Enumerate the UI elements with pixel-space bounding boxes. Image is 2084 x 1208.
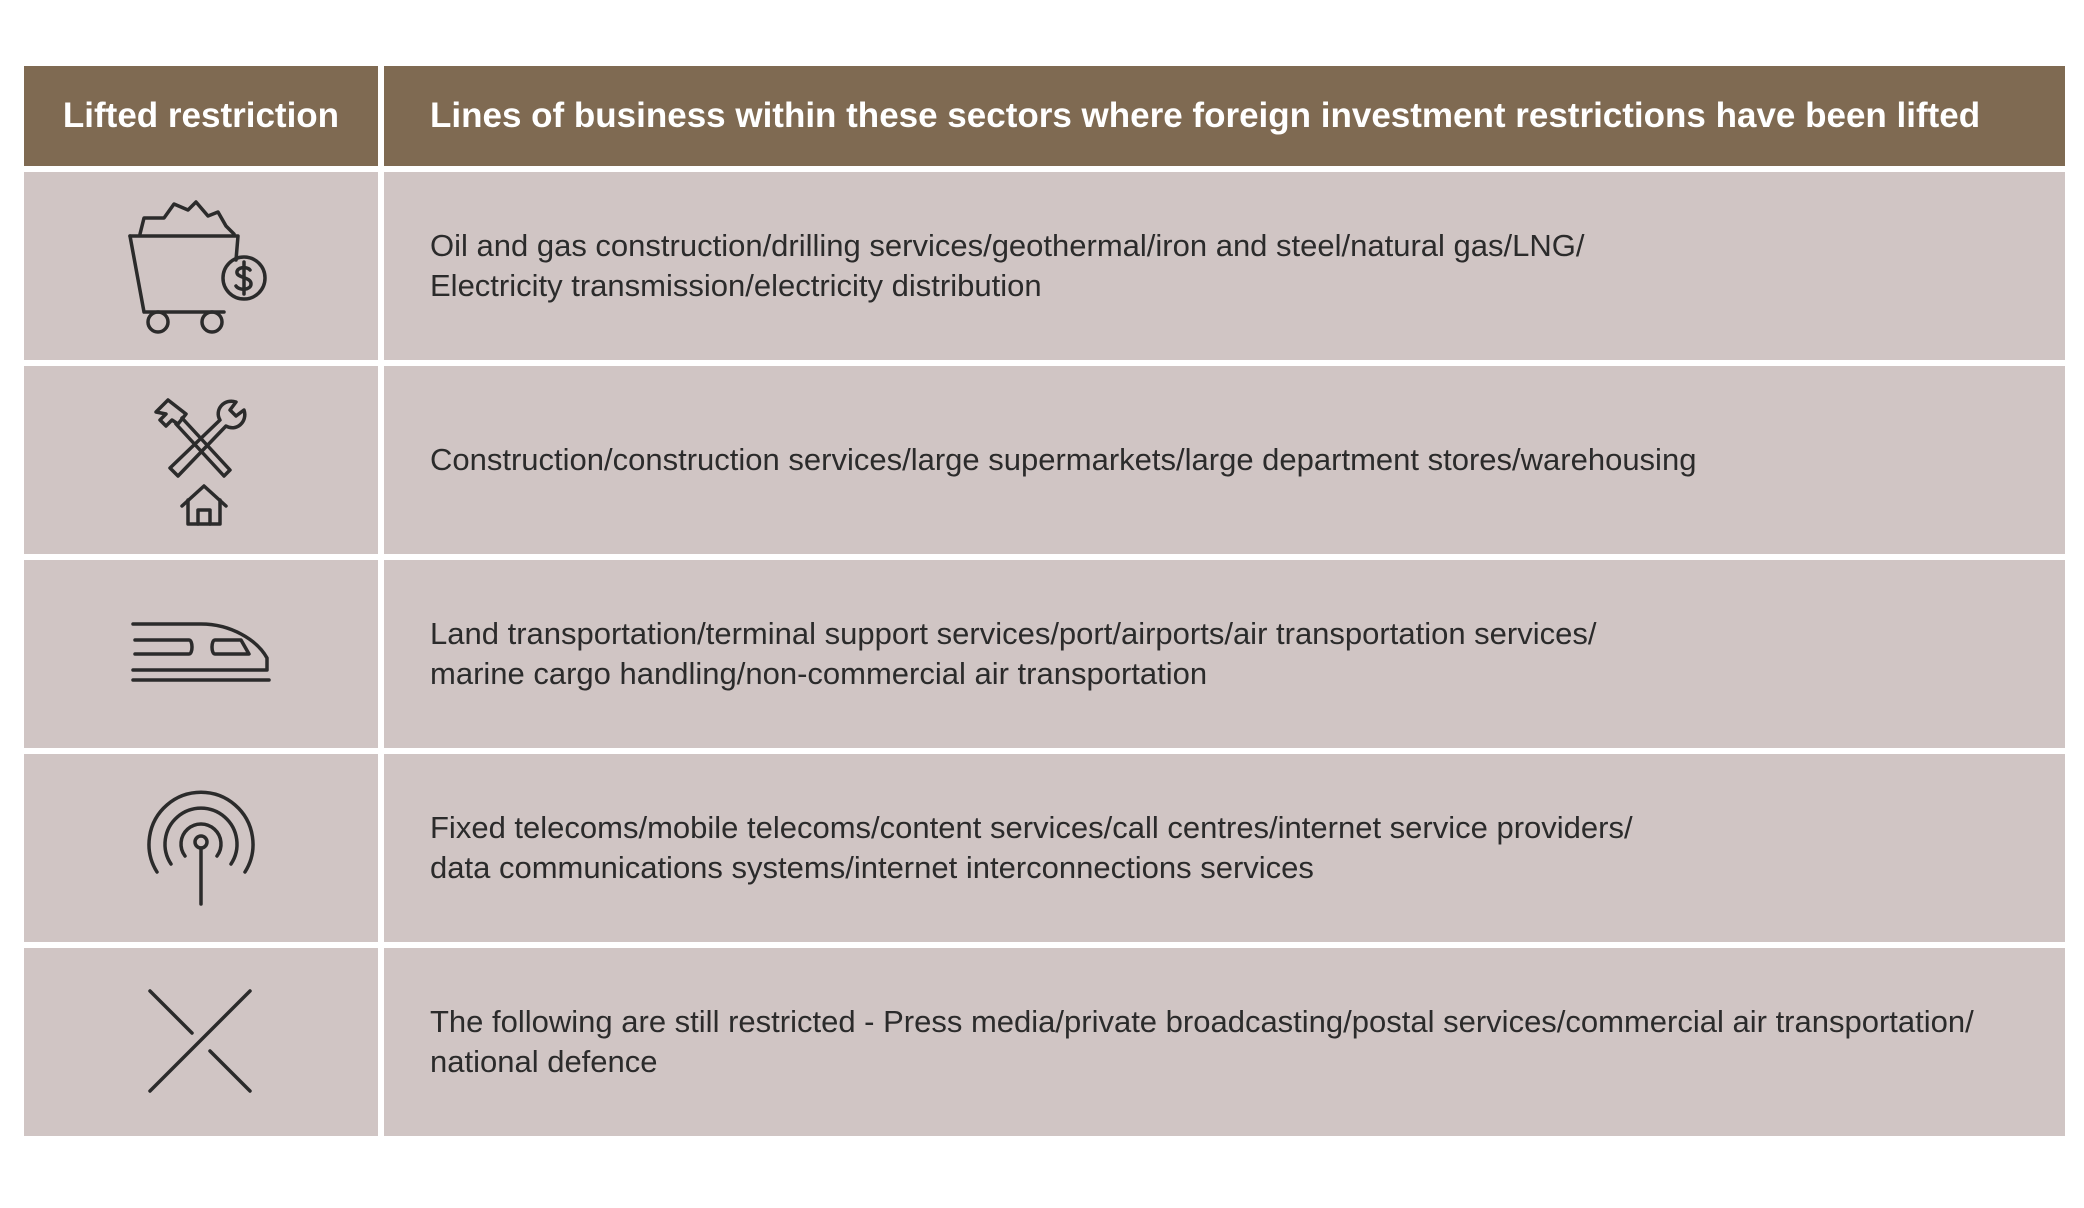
- icon-cell: [24, 560, 378, 748]
- header-lifted-restriction: Lifted restriction: [24, 66, 378, 166]
- header-lines-of-business: Lines of business within these sectors where foreign investment restrictions have been lifted: [384, 66, 2065, 166]
- cross-icon: [146, 987, 256, 1097]
- business-line-2: data communications systems/internet interconnections services: [430, 850, 1314, 885]
- business-line-1: Land transportation/terminal support services/port/airports/air transportation services/: [430, 616, 1597, 651]
- business-line-1: Oil and gas construction/drilling services/geothermal/iron and steel/natural gas/LNG/: [430, 228, 1585, 263]
- table-row: [24, 366, 2065, 554]
- text-cell: [384, 754, 2065, 942]
- table-row: [24, 754, 2065, 942]
- text-cell: [384, 948, 2065, 1136]
- business-lines: [430, 440, 1696, 480]
- train-icon: [131, 614, 271, 694]
- table-header: [24, 66, 2065, 166]
- text-cell: [384, 560, 2065, 748]
- text-cell: [384, 366, 2065, 554]
- icon-cell: [24, 366, 378, 554]
- table-row: [24, 172, 2065, 360]
- restrictions-table: [24, 66, 2065, 1142]
- icon-cell: [24, 754, 378, 942]
- business-line-1: The following are still restricted - Press media/private broadcasting/postal services/commercial air transportation/: [430, 1004, 1974, 1039]
- hammer-wrench-house-icon: [146, 390, 256, 530]
- business-lines: [430, 614, 1596, 694]
- table-row: [24, 948, 2065, 1136]
- business-line-2: national defence: [430, 1044, 658, 1079]
- business-lines: [430, 1002, 1974, 1082]
- business-line-1: Fixed telecoms/mobile telecoms/content services/call centres/internet service providers/: [430, 810, 1633, 845]
- business-lines: [430, 808, 1633, 888]
- mining-cart-dollar-icon: [126, 196, 276, 336]
- antenna-signal-icon: [141, 788, 261, 908]
- business-lines: [430, 226, 1584, 306]
- icon-cell: [24, 172, 378, 360]
- business-line-1: Construction/construction services/large supermarkets/large department stores/warehousing: [430, 442, 1697, 477]
- business-line-2: marine cargo handling/non-commercial air transportation: [430, 656, 1208, 691]
- table-row: [24, 560, 2065, 748]
- icon-cell: [24, 948, 378, 1136]
- text-cell: [384, 172, 2065, 360]
- business-line-2: Electricity transmission/electricity distribution: [430, 268, 1042, 303]
